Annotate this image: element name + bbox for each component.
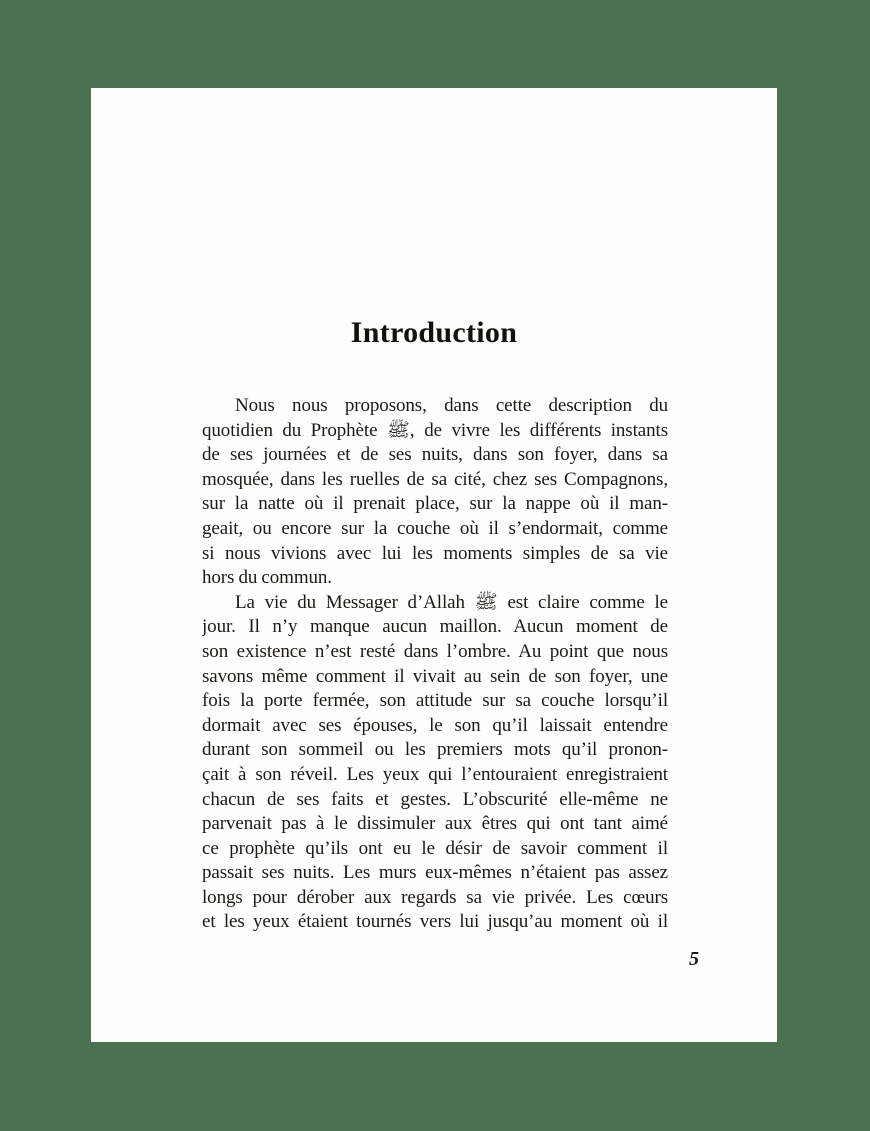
text-line: durant son sommeil ou les premiers mots qu’il pronon- [202,739,668,761]
text-line: savons même comment il vivait au sein de son foyer, une [202,665,668,687]
page-number: 5 [689,948,699,970]
text-line: geait, ou encore sur la couche où il s’endormait, comme [202,517,668,539]
book-page [91,88,777,1042]
text-line: jour. Il n’y manque aucun maillon. Aucun moment de [202,616,668,638]
text-line: chacun de ses faits et gestes. L’obscurité elle-même ne [202,788,668,810]
text-line: et les yeux étaient tournés vers lui jusqu’au moment où il [202,911,668,933]
text-line: La vie du Messager d’Allah ﷺ est claire comme le [235,591,668,613]
chapter-title: Introduction [350,316,518,349]
text-line: hors du commun. [202,567,332,589]
text-line: sur la natte où il prenait place, sur la nappe où il man- [202,493,668,515]
text-line: mosquée, dans les ruelles de sa cité, chez ses Compagnons, [202,468,668,490]
text-line: çait à son réveil. Les yeux qui l’entouraient enregistraient [202,763,668,785]
text-line: parvenait pas à le dissimuler aux êtres qui ont tant aimé [202,813,668,835]
text-line: son existence n’est resté dans l’ombre. Au point que nous [202,640,668,662]
text-line: ce prophète qu’ils ont eu le désir de savoir comment il [202,837,668,859]
text-line: quotidien du Prophète ﷺ, de vivre les différents instants [202,419,668,441]
text-line: fois la porte fermée, son attitude sur sa couche lorsqu’il [202,690,668,712]
text-line: passait ses nuits. Les murs eux-mêmes n’étaient pas assez [202,862,668,884]
text-line: si nous vivions avec lui les moments simples de sa vie [202,542,668,564]
text-line: dormait avec ses épouses, le son qu’il laissait entendre [202,714,668,736]
text-line: longs pour dérober aux regards sa vie privée. Les cœurs [202,886,668,908]
text-line: Nous nous proposons, dans cette description du [235,395,668,416]
text-line: de ses journées et de ses nuits, dans son foyer, dans sa [202,444,668,466]
body-text [202,394,668,935]
